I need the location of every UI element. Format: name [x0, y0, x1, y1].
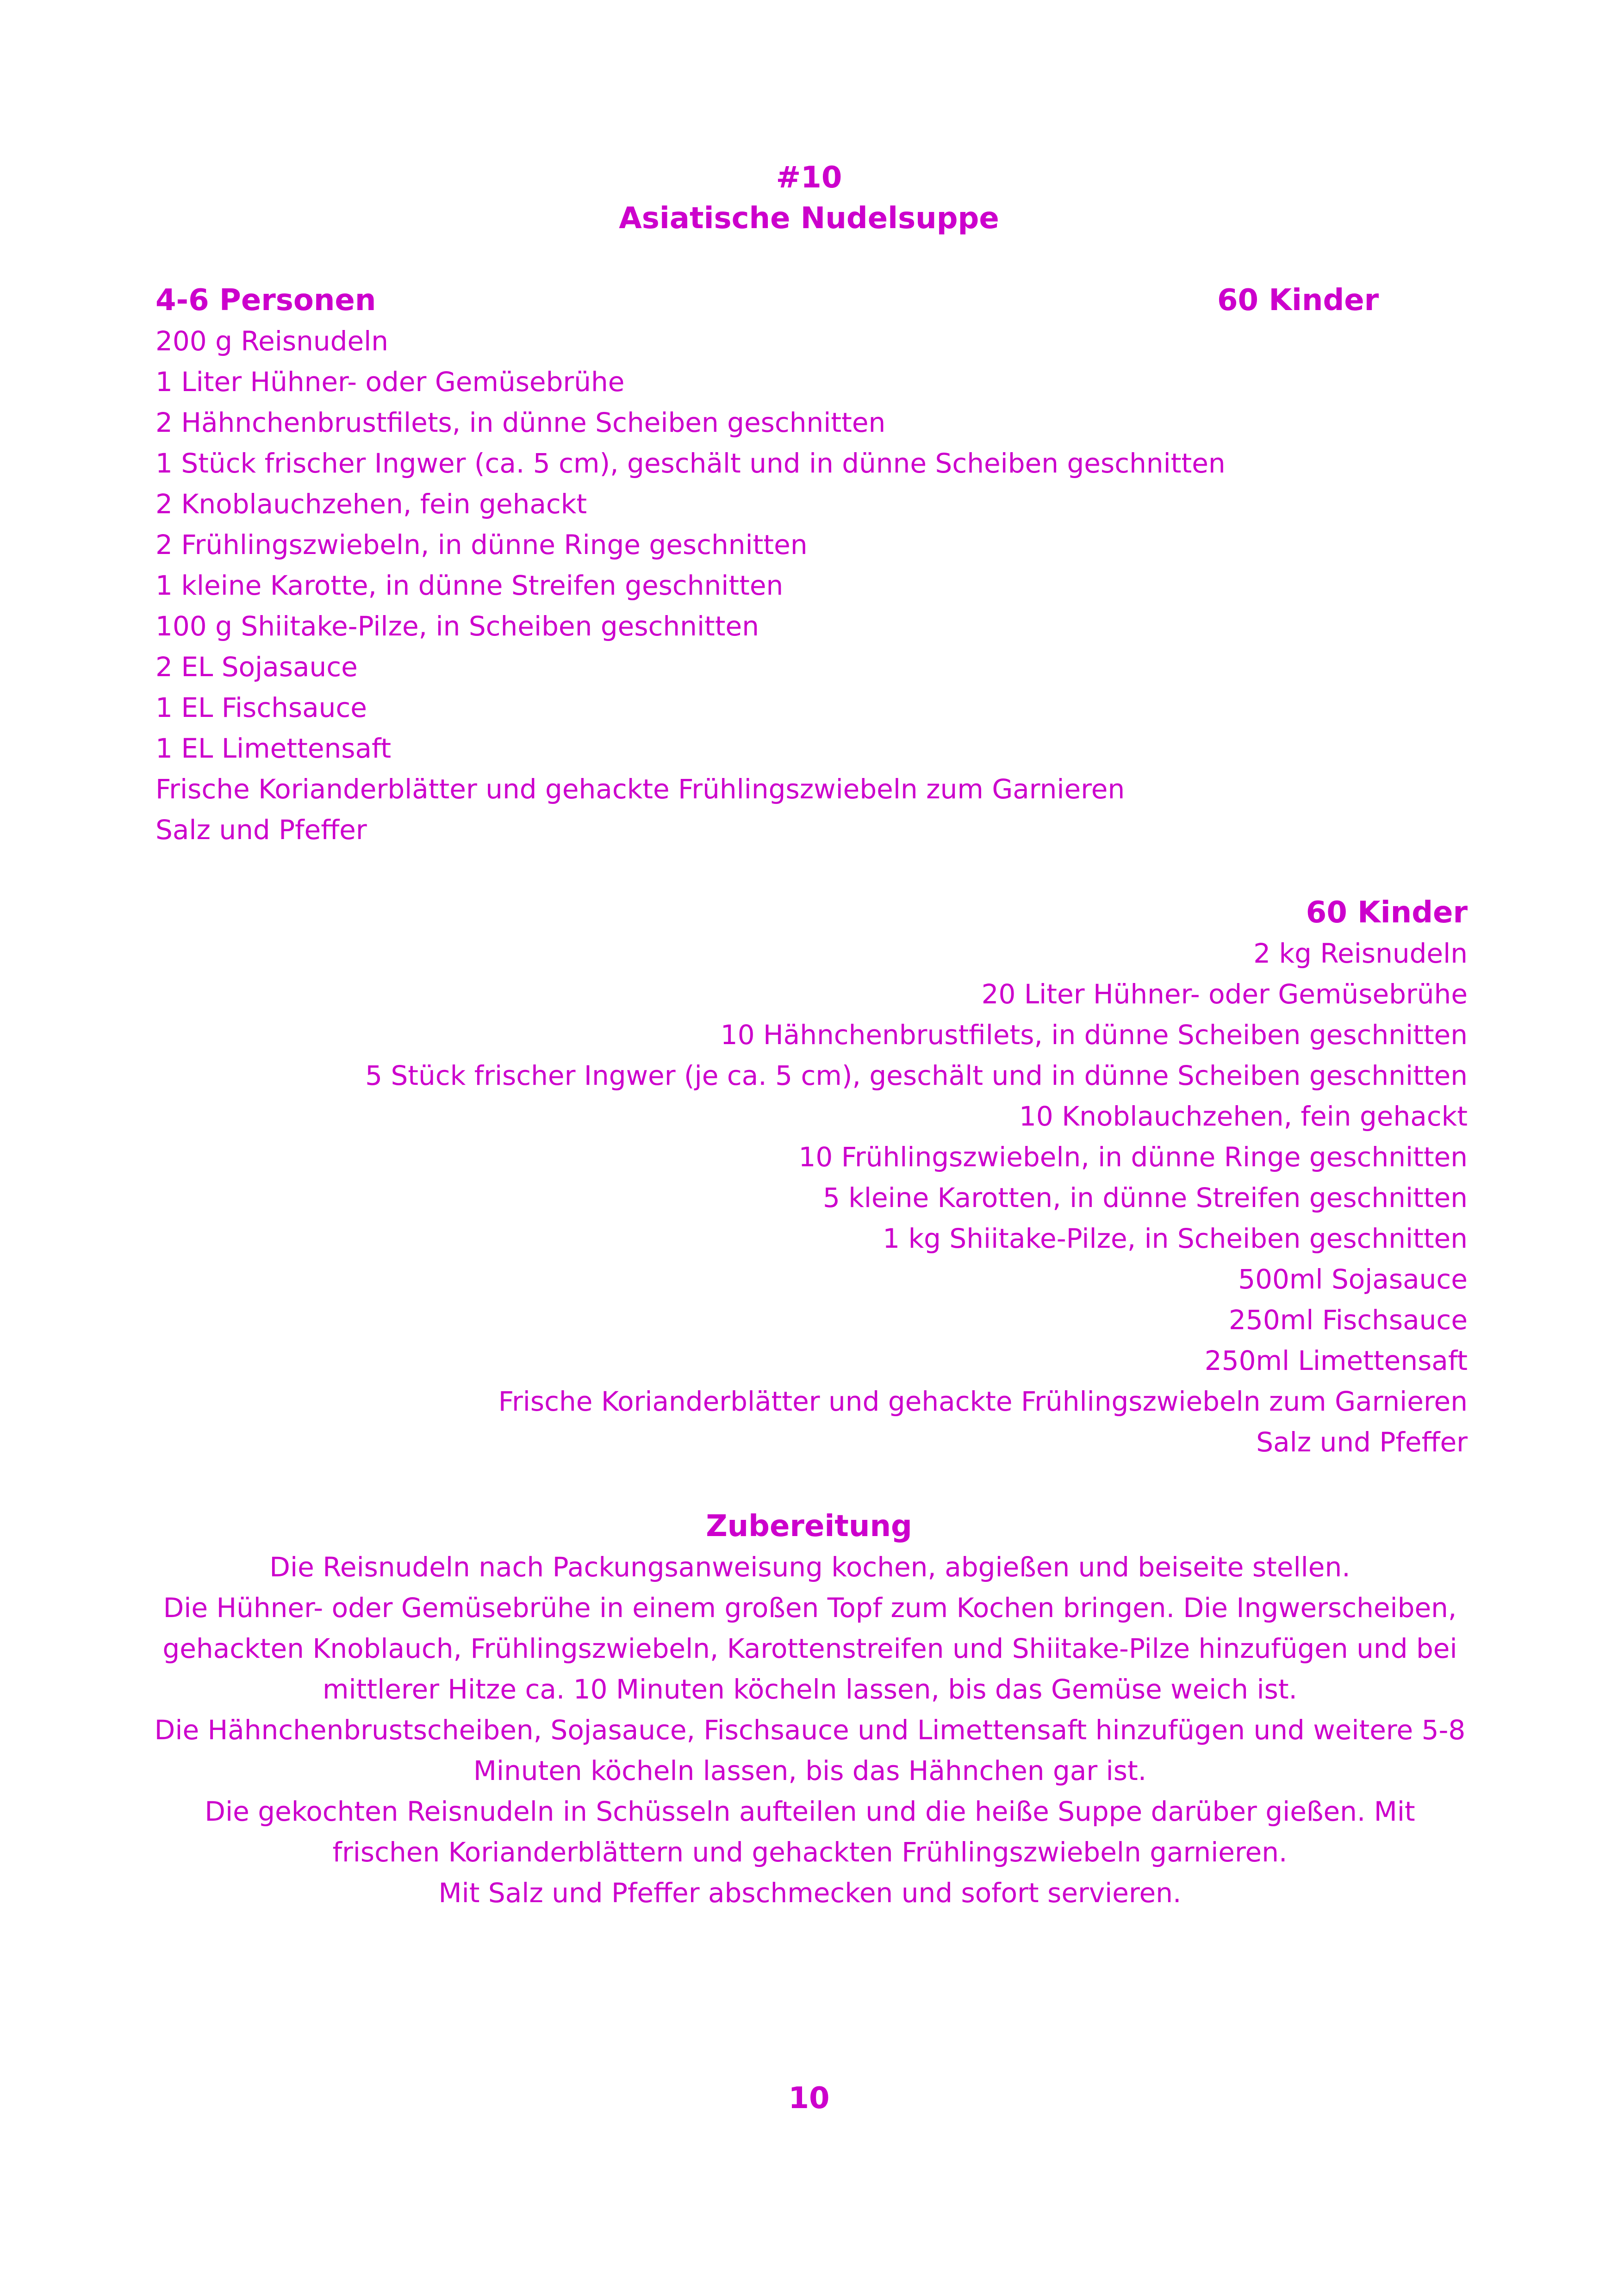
small-batch-heading: 4-6 Personen	[156, 283, 376, 317]
ingredient-item: 5 kleine Karotten, in dünne Streifen geschnitten	[822, 1182, 1468, 1213]
ingredient-item: 500ml Sojasauce	[1238, 1263, 1468, 1295]
ingredient-item: 1 kg Shiitake-Pilze, in Scheiben geschnitten	[883, 1223, 1468, 1254]
recipe-number: #10	[776, 161, 842, 195]
ingredient-item: 250ml Limettensaft	[1204, 1345, 1468, 1376]
preparation-paragraph: Die Reisnudeln nach Packungsanweisung kochen, abgießen und beiseite stellen.	[269, 1551, 1350, 1583]
ingredient-item: 2 Hähnchenbrustfilets, in dünne Scheiben geschnitten	[156, 407, 886, 438]
small-batch-side-heading: 60 Kinder	[1217, 283, 1379, 317]
ingredient-item: 2 Frühlingszwiebeln, in dünne Ringe geschnitten	[156, 529, 808, 560]
ingredient-item: 200 g Reisnudeln	[156, 325, 388, 357]
large-batch-ingredient-list	[365, 933, 1468, 1462]
ingredient-item: 10 Knoblauchzehen, fein gehackt	[1019, 1101, 1468, 1132]
preparation-paragraph: Die Hähnchenbrustscheiben, Sojasauce, Fischsauce und Limettensaft hinzufügen und weitere 5-8 Minuten köcheln lassen, bis das Hähnchen gar ist.	[154, 1714, 1466, 1786]
ingredient-item: 1 kleine Karotte, in dünne Streifen geschnitten	[156, 570, 784, 601]
preparation-paragraph: Die gekochten Reisnudeln in Schüsseln aufteilen und die heiße Suppe darüber gießen. Mit frischen Korianderblättern und gehackten Frühlingszwiebeln garnieren.	[205, 1796, 1415, 1868]
ingredient-item: 2 Knoblauchzehen, fein gehackt	[156, 488, 587, 520]
preparation-paragraph: Mit Salz und Pfeffer abschmecken und sofort servieren.	[438, 1877, 1182, 1909]
small-batch-ingredient-list	[156, 321, 1226, 850]
ingredient-item: 1 EL Limettensaft	[156, 733, 392, 764]
preparation-heading: Zubereitung	[706, 1509, 912, 1543]
preparation-paragraph: Die Hühner- oder Gemüsebrühe in einem großen Topf zum Kochen bringen. Die Ingwerscheiben, gehackten Knoblauch, Frühlingszwiebeln, Karottenstreifen und Shiitake-Pilze hinzufügen und bei mittlerer Hitze ca. 10 Minuten köcheln lassen, bis das Gemüse weich ist.	[162, 1592, 1457, 1705]
ingredient-item: Frische Korianderblätter und gehackte Frühlingszwiebeln zum Garnieren	[498, 1386, 1468, 1417]
ingredient-item: 100 g Shiitake-Pilze, in Scheiben geschnitten	[156, 610, 759, 642]
ingredient-item: 5 Stück frischer Ingwer (je ca. 5 cm), geschält und in dünne Scheiben geschnitten	[365, 1060, 1468, 1091]
page-number: 10	[788, 2081, 830, 2116]
recipe-title: Asiatische Nudelsuppe	[619, 201, 999, 236]
ingredient-item: 20 Liter Hühner- oder Gemüsebrühe	[981, 978, 1468, 1010]
ingredient-item: Salz und Pfeffer	[1256, 1426, 1468, 1458]
ingredient-item: 1 Liter Hühner- oder Gemüsebrühe	[156, 366, 625, 398]
ingredient-item: 250ml Fischsauce	[1229, 1304, 1468, 1336]
ingredient-item: 2 EL Sojasauce	[156, 651, 358, 683]
ingredient-item: Salz und Pfeffer	[156, 814, 367, 846]
ingredient-item: 1 EL Fischsauce	[156, 692, 367, 723]
large-batch-heading: 60 Kinder	[1306, 896, 1468, 930]
ingredient-item: 10 Frühlingszwiebeln, in dünne Ringe geschnitten	[798, 1141, 1468, 1173]
preparation-text	[153, 1547, 1467, 1913]
ingredient-item: 1 Stück frischer Ingwer (ca. 5 cm), geschält und in dünne Scheiben geschnitten	[156, 448, 1226, 479]
ingredient-item: 2 kg Reisnudeln	[1253, 938, 1468, 969]
ingredient-item: 10 Hähnchenbrustfilets, in dünne Scheiben geschnitten	[720, 1019, 1468, 1051]
ingredient-item: Frische Korianderblätter und gehackte Frühlingszwiebeln zum Garnieren	[156, 773, 1125, 805]
